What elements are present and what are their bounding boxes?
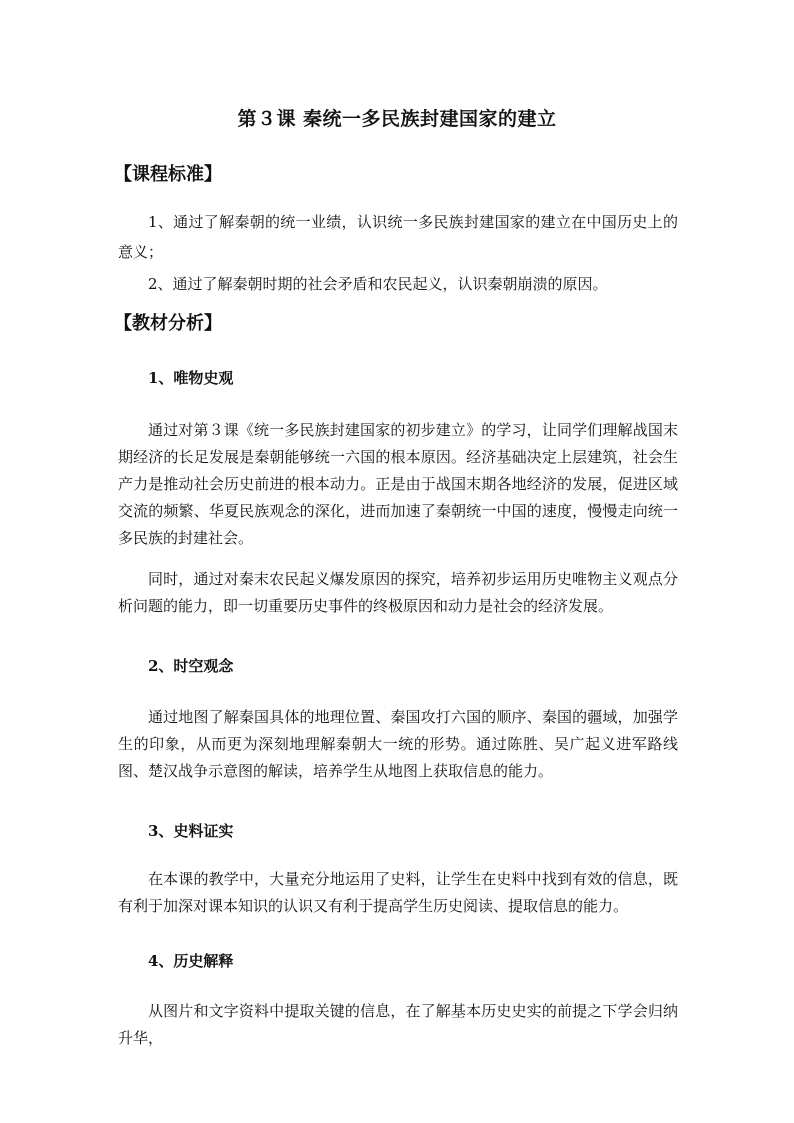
- standard-item-2: 2、通过了解秦朝时期的社会矛盾和农民起义，认识秦朝崩溃的原因。: [148, 275, 608, 293]
- subsection-heading-materialism: 1、唯物史观: [148, 369, 234, 387]
- materialism-paragraph-2: 同时，通过对秦末农民起义爆发原因的探究，培养初步运用历史唯物主义观点分析问题的能力，即一切重要历史事件的终极原因和动力是社会的经济发展。: [118, 570, 678, 615]
- section-heading-curriculum-standard: 【课程标准】: [114, 164, 222, 185]
- interpretation-paragraph: 从图片和文字资料中提取关键的信息，在了解基本历史史实的前提之下学会归纳升华，: [118, 1002, 678, 1047]
- subsection-heading-space-time: 2、时空观念: [148, 657, 234, 675]
- materialism-paragraph-1: 通过对第３课《统一多民族封建国家的初步建立》的学习，让同学们理解战国末期经济的长足发展是秦朝能够统一六国的根本原因。经济基础决定上层建筑，社会生产力是推动社会历史前进的根本动力。正是由于战国末期各地经济的发展，促进区域交流的频繁、华夏民族观念的深化，进而加速了秦朝统一中国的速度，慢慢走向统一多民族的封建社会。: [118, 421, 678, 547]
- subsection-heading-interpretation: 4、历史解释: [148, 952, 234, 970]
- space-time-paragraph: 通过地图了解秦国具体的地理位置、秦国攻打六国的顺序、秦国的疆域，加强学生的印象，从而更为深刻地理解秦朝大一统的形势。通过陈胜、吴广起义进军路线图、楚汉战争示意图的解读，培养学生从地图上获取信息的能力。: [118, 708, 678, 780]
- subsection-heading-evidence: 3、史料证实: [148, 822, 234, 840]
- section-heading-textbook-analysis: 【教材分析】: [114, 313, 222, 334]
- page-title: 第３课 秦统一多民族封建国家的建立: [237, 108, 557, 130]
- evidence-paragraph: 在本课的教学中，大量充分地运用了史料，让学生在史料中找到有效的信息，既有利于加深对课本知识的认识又有利于提高学生历史阅读、提取信息的能力。: [118, 870, 678, 915]
- standard-item-1: 1、通过了解秦朝的统一业绩，认识统一多民族封建国家的建立在中国历史上的意义；: [118, 213, 678, 261]
